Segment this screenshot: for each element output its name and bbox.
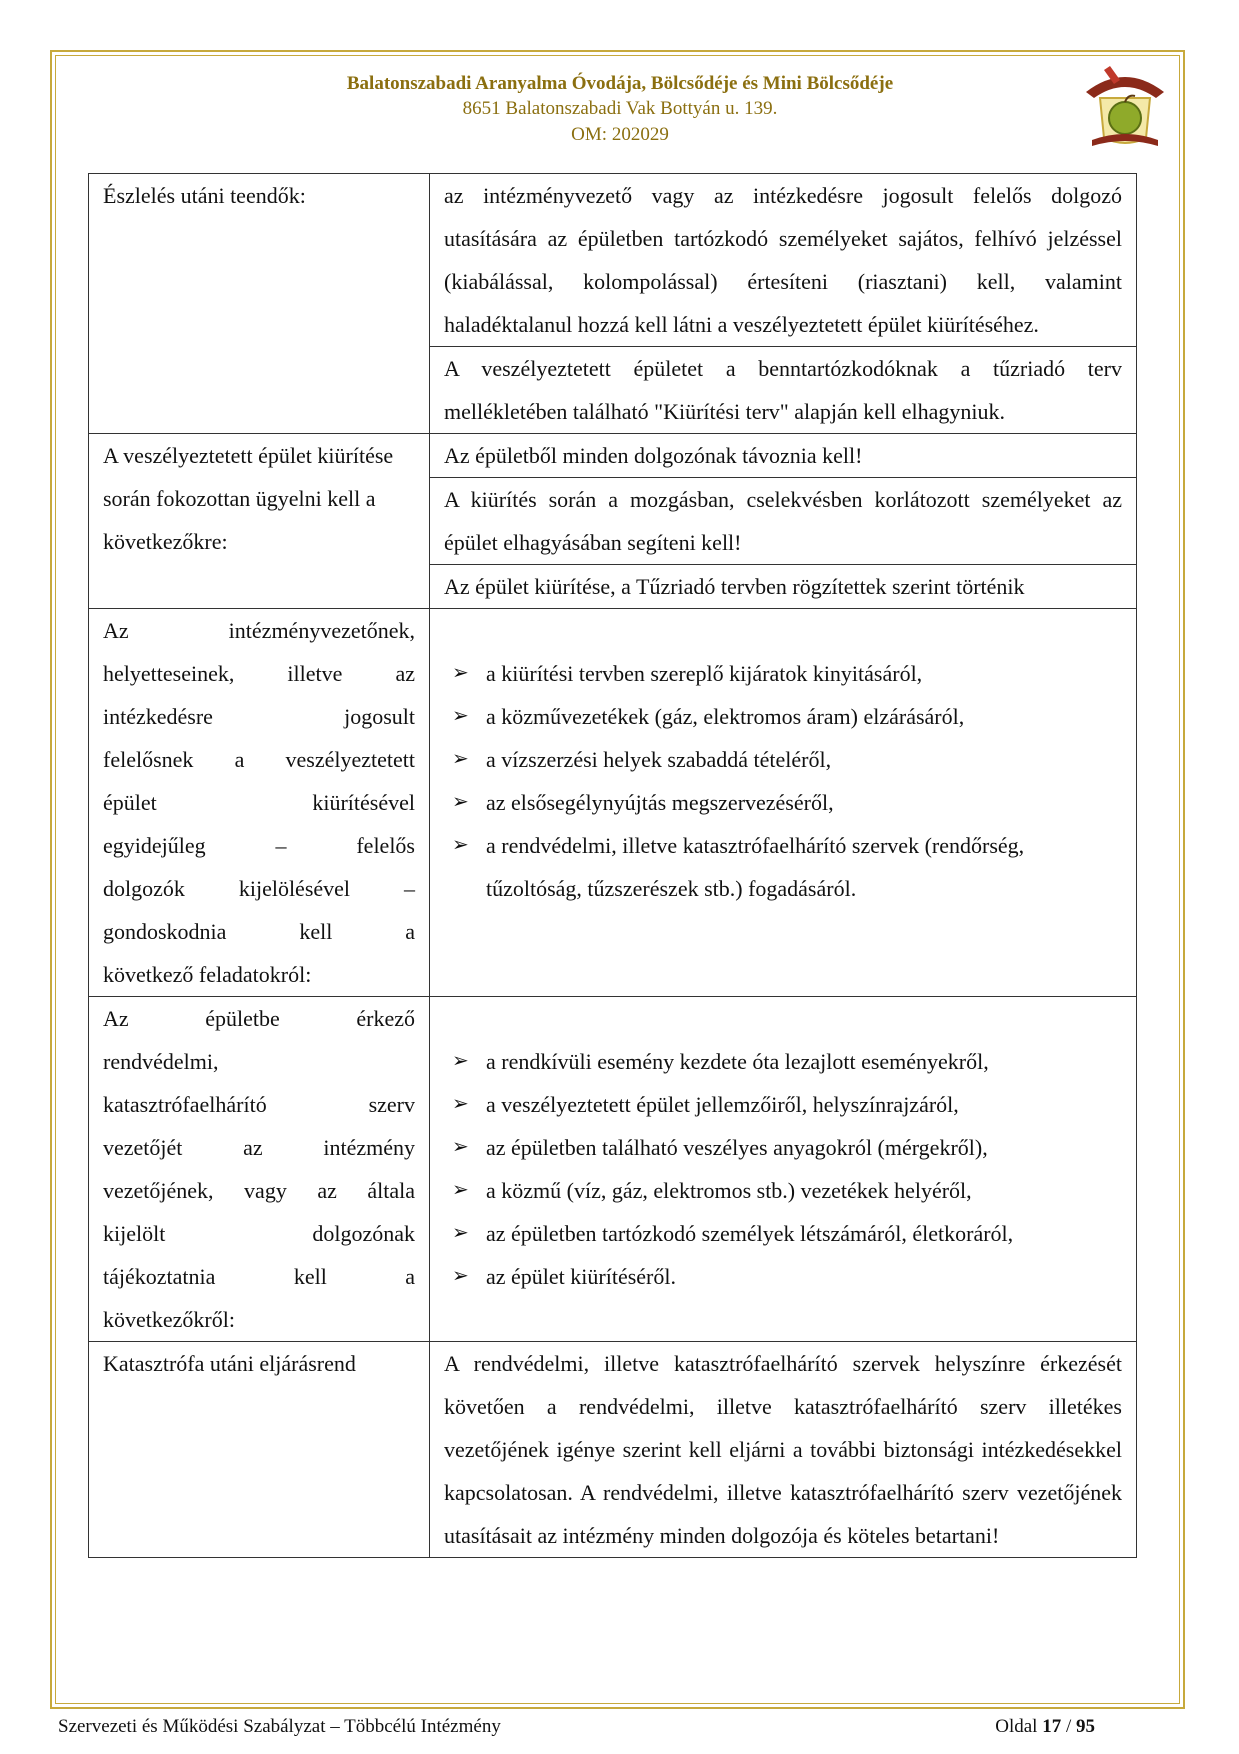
arrow-bullet-icon: ➢ xyxy=(452,791,469,813)
label-line: Az épületbe érkező xyxy=(103,1006,415,1031)
row-label: Katasztrófa utáni eljárásrend xyxy=(89,1342,430,1558)
label-line: gondoskodnia kell a xyxy=(103,919,415,944)
arrow-bullet-icon: ➢ xyxy=(452,662,469,684)
document-header xyxy=(120,72,1120,148)
row-text: az intézményvezető vagy az intézkedésre jogosult felelős dolgozó utasítására az épületben tartózkodó személyeket sajátos, felhívó jelzéssel (kiabálással, kolompolással) értesíteni (riasztani) kell, valamint haladéktalanul hozzá kell látni a veszélyeztetett épület kiürítéséhez. xyxy=(430,174,1137,347)
label-line: Az intézményvezetőnek, xyxy=(103,618,415,643)
row-text: A veszélyeztetett épületet a benntartózkodóknak a tűzriadó terv mellékletében található "Kiürítési terv" alapján kell elhagyniuk. xyxy=(430,347,1137,434)
om-identifier: OM: 202029 xyxy=(571,124,669,145)
row-text: Az épületből minden dolgozónak távoznia kell! xyxy=(430,434,1137,478)
page-number xyxy=(995,1716,1095,1738)
arrow-bullet-icon: ➢ xyxy=(452,1050,469,1072)
label-line: vezetőjét az intézmény xyxy=(103,1135,415,1160)
apple-school-logo-icon xyxy=(1080,58,1170,150)
arrow-bullet-icon: ➢ xyxy=(452,1093,469,1115)
label-line: helyetteseinek, illetve az xyxy=(103,661,415,686)
row-text: A kiürítés során a mozgásban, cselekvésben korlátozott személyeket az épület elhagyásában segíteni kell! xyxy=(430,478,1137,565)
arrow-bullet-icon: ➢ xyxy=(452,748,469,770)
table-row xyxy=(89,434,1137,478)
list-item: ➢ az épületben található veszélyes anyagokról (mérgekről), xyxy=(444,1126,1122,1169)
label-line: dolgozók kijelölésével – xyxy=(103,876,415,901)
label-line: épület kiürítésével xyxy=(103,790,415,815)
list-item: ➢ az elsősegélynyújtás megszervezéséről, xyxy=(444,781,1122,824)
arrow-bullet-icon: ➢ xyxy=(452,1265,469,1287)
row-text: A rendvédelmi, illetve katasztrófaelhárító szervek helyszínre érkezését követően a rendvédelmi, illetve katasztrófaelhárító szerv illetékes vezetőjének igénye szerint kell eljárni a további biztonsági intézkedésekkel kapcsolatosan. A rendvédelmi, illetve katasztrófaelhárító szerv vezetőjének utasításait az intézmény minden dolgozója és köteles betartani! xyxy=(430,1342,1137,1558)
arrow-bullet-icon: ➢ xyxy=(452,1222,469,1244)
arrow-bullet-icon: ➢ xyxy=(452,1136,469,1158)
page-sep: / xyxy=(1065,1716,1072,1737)
label-line: vezetőjének, vagy az általa xyxy=(103,1178,415,1203)
row-label xyxy=(89,997,430,1342)
list-item: ➢ az épület kiürítéséről. xyxy=(444,1255,1122,1298)
list-item: ➢ a kiürítési tervben szereplő kijáratok kinyitásáról, xyxy=(444,652,1122,695)
list-item: ➢ a rendkívüli esemény kezdete óta lezajlott eseményekről, xyxy=(444,1040,1122,1083)
row-label xyxy=(89,609,430,997)
bullet-cell xyxy=(430,997,1137,1342)
list-item: ➢ a veszélyeztetett épület jellemzőiről, helyszínrajzáról, xyxy=(444,1083,1122,1126)
label-line: katasztrófaelhárító szerv xyxy=(103,1092,415,1117)
arrow-bullet-icon: ➢ xyxy=(452,705,469,727)
page-total: 95 xyxy=(1076,1716,1095,1737)
row-text: Az épület kiürítése, a Tűzriadó tervben rögzítettek szerint történik xyxy=(430,565,1137,609)
bullet-cell xyxy=(430,609,1137,997)
page-prefix: Oldal xyxy=(995,1716,1038,1737)
row-label: A veszélyeztetett épület kiürítése során fokozottan ügyelni kell a következőkre: xyxy=(89,434,430,609)
procedure-table xyxy=(88,173,1137,1558)
table-row xyxy=(89,997,1137,1342)
list-item: ➢ a közművezetékek (gáz, elektromos áram) elzárásáról, xyxy=(444,695,1122,738)
school-address: 8651 Balatonszabadi Vak Bottyán u. 139. xyxy=(462,98,778,119)
label-line: következőkről: xyxy=(103,1307,235,1332)
table-row xyxy=(89,609,1137,997)
label-line: egyidejűleg – felelős xyxy=(103,833,415,858)
list-item: ➢ a rendvédelmi, illetve katasztrófaelhárító szervek (rendőrség, tűzoltóság, tűzszerészek stb.) fogadásáról. xyxy=(444,824,1122,910)
label-line: rendvédelmi, xyxy=(103,1049,219,1074)
list-item: ➢ a vízszerzési helyek szabaddá tételéről, xyxy=(444,738,1122,781)
bullet-list xyxy=(444,997,1122,1298)
page-current: 17 xyxy=(1042,1716,1062,1737)
label-line: tájékoztatnia kell a xyxy=(103,1264,415,1289)
label-line: következő feladatokról: xyxy=(103,962,312,987)
bullet-list xyxy=(444,609,1122,910)
label-line: intézkedésre jogosult xyxy=(103,704,415,729)
table-row xyxy=(89,174,1137,347)
footer-title: Szervezeti és Működési Szabályzat – Többcélú Intézmény xyxy=(58,1716,501,1737)
list-item: ➢ az épületben tartózkodó személyek létszámáról, életkoráról, xyxy=(444,1212,1122,1255)
label-line: kijelölt dolgozónak xyxy=(103,1221,415,1246)
arrow-bullet-icon: ➢ xyxy=(452,1179,469,1201)
label-line: felelősnek a veszélyeztetett xyxy=(103,747,415,772)
arrow-bullet-icon: ➢ xyxy=(452,834,469,856)
school-name: Balatonszabadi Aranyalma Óvodája, Bölcsődéje és Mini Bölcsődéje xyxy=(346,73,894,94)
table-row xyxy=(89,1342,1137,1558)
list-item: ➢ a közmű (víz, gáz, elektromos stb.) vezetékek helyéről, xyxy=(444,1169,1122,1212)
row-label: Észlelés utáni teendők: xyxy=(89,174,430,434)
